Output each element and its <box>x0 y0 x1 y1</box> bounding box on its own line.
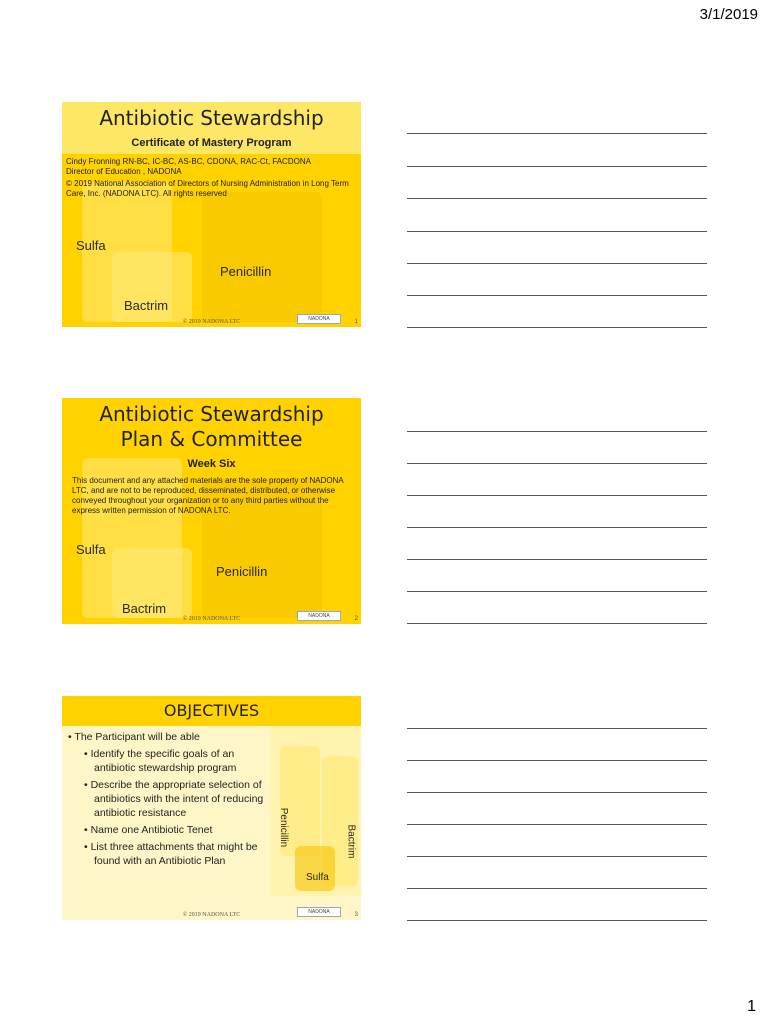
note-line <box>407 327 707 328</box>
drug-label-sulfa: Sulfa <box>76 238 106 253</box>
note-line <box>407 623 707 624</box>
slide-subtitle: Week Six <box>187 458 236 470</box>
objective-item: • Describe the appropriate selection of antibiotics with the intent of reducing antibiotic resistance <box>84 779 264 819</box>
objective-item: • List three attachments that might be found with an Antibiotic Plan <box>84 841 258 867</box>
drug-label-sulfa: Sulfa <box>306 872 329 883</box>
slide-3 <box>62 696 361 920</box>
drug-label-penicillin: Penicillin <box>278 807 290 848</box>
drug-label-bactrim: Bactrim <box>345 824 357 859</box>
objectives-intro: • The Participant will be able <box>68 731 200 743</box>
slide-1 <box>62 102 361 327</box>
author-line: Cindy Fronning RN-BC, IC-BC, AS-BC, CDONA, RAC-Ct, FACDONA <box>66 157 311 166</box>
objective-item: • Identify the specific goals of an antibiotic stewardship program <box>84 748 237 774</box>
bottles-image <box>270 726 361 896</box>
note-line <box>407 263 707 264</box>
note-line <box>407 559 707 560</box>
note-line <box>407 133 707 134</box>
note-line <box>407 495 707 496</box>
slide-number: 3 <box>354 912 358 918</box>
note-line <box>407 856 707 857</box>
slide-2 <box>62 398 361 624</box>
slide-title: OBJECTIVES <box>163 701 260 720</box>
note-line <box>407 591 707 592</box>
bottle-shape <box>202 192 322 322</box>
note-line <box>407 920 707 921</box>
slide-footer: © 2019 NADONA LTC <box>182 912 241 918</box>
bottle-shape <box>295 846 335 891</box>
note-line <box>407 760 707 761</box>
objectives-list <box>66 730 271 871</box>
note-line <box>407 728 707 729</box>
copyright-notice: This document and any attached materials are the sole property of NADONA LTC, and are not to be reproduced, disseminated, distributed, or otherwise conveyed throughout your organization or to any third parties without the express written permission of NADONA LTC. <box>72 476 344 515</box>
note-line <box>407 431 707 432</box>
slide-number: 1 <box>354 319 358 325</box>
role-line: Director of Education , NADONA <box>66 167 182 176</box>
slide-title-band <box>62 398 361 470</box>
slide-number: 2 <box>354 616 358 622</box>
slide-title-band <box>62 696 361 726</box>
slide-footer: © 2019 NADONA LTC <box>182 616 241 622</box>
note-line <box>407 888 707 889</box>
note-line <box>407 231 707 232</box>
page-number: 1 <box>747 998 756 1015</box>
note-line <box>407 166 707 167</box>
note-line <box>407 295 707 296</box>
slide-title: Antibiotic Stewardship <box>99 402 324 426</box>
slide-subtitle: Certificate of Mastery Program <box>131 137 292 149</box>
note-line <box>407 824 707 825</box>
nadona-logo: NADONA <box>297 907 341 917</box>
copyright-line: © 2019 National Association of Directors of Nursing Administration in Long Term Care, Inc. (NADONA LTC). All rights reserved <box>66 179 349 198</box>
drug-label-penicillin: Penicillin <box>216 564 268 579</box>
note-line <box>407 463 707 464</box>
nadona-logo: NADONA <box>297 611 341 621</box>
drug-label-penicillin: Penicillin <box>220 264 272 279</box>
drug-label-bactrim: Bactrim <box>122 601 167 616</box>
objective-item: • Name one Antibiotic Tenet <box>84 824 213 836</box>
page-date: 3/1/2019 <box>699 6 758 23</box>
note-line <box>407 198 707 199</box>
nadona-logo: NADONA <box>297 314 341 324</box>
drug-label-sulfa: Sulfa <box>76 542 106 557</box>
note-line <box>407 527 707 528</box>
slide-title-band <box>62 102 361 154</box>
slide-title-line2: Plan & Committee <box>120 427 303 451</box>
slide-title: Antibiotic Stewardship <box>99 106 324 130</box>
drug-label-bactrim: Bactrim <box>124 298 169 313</box>
slide-footer: © 2019 NADONA LTC <box>182 319 241 325</box>
note-line <box>407 792 707 793</box>
